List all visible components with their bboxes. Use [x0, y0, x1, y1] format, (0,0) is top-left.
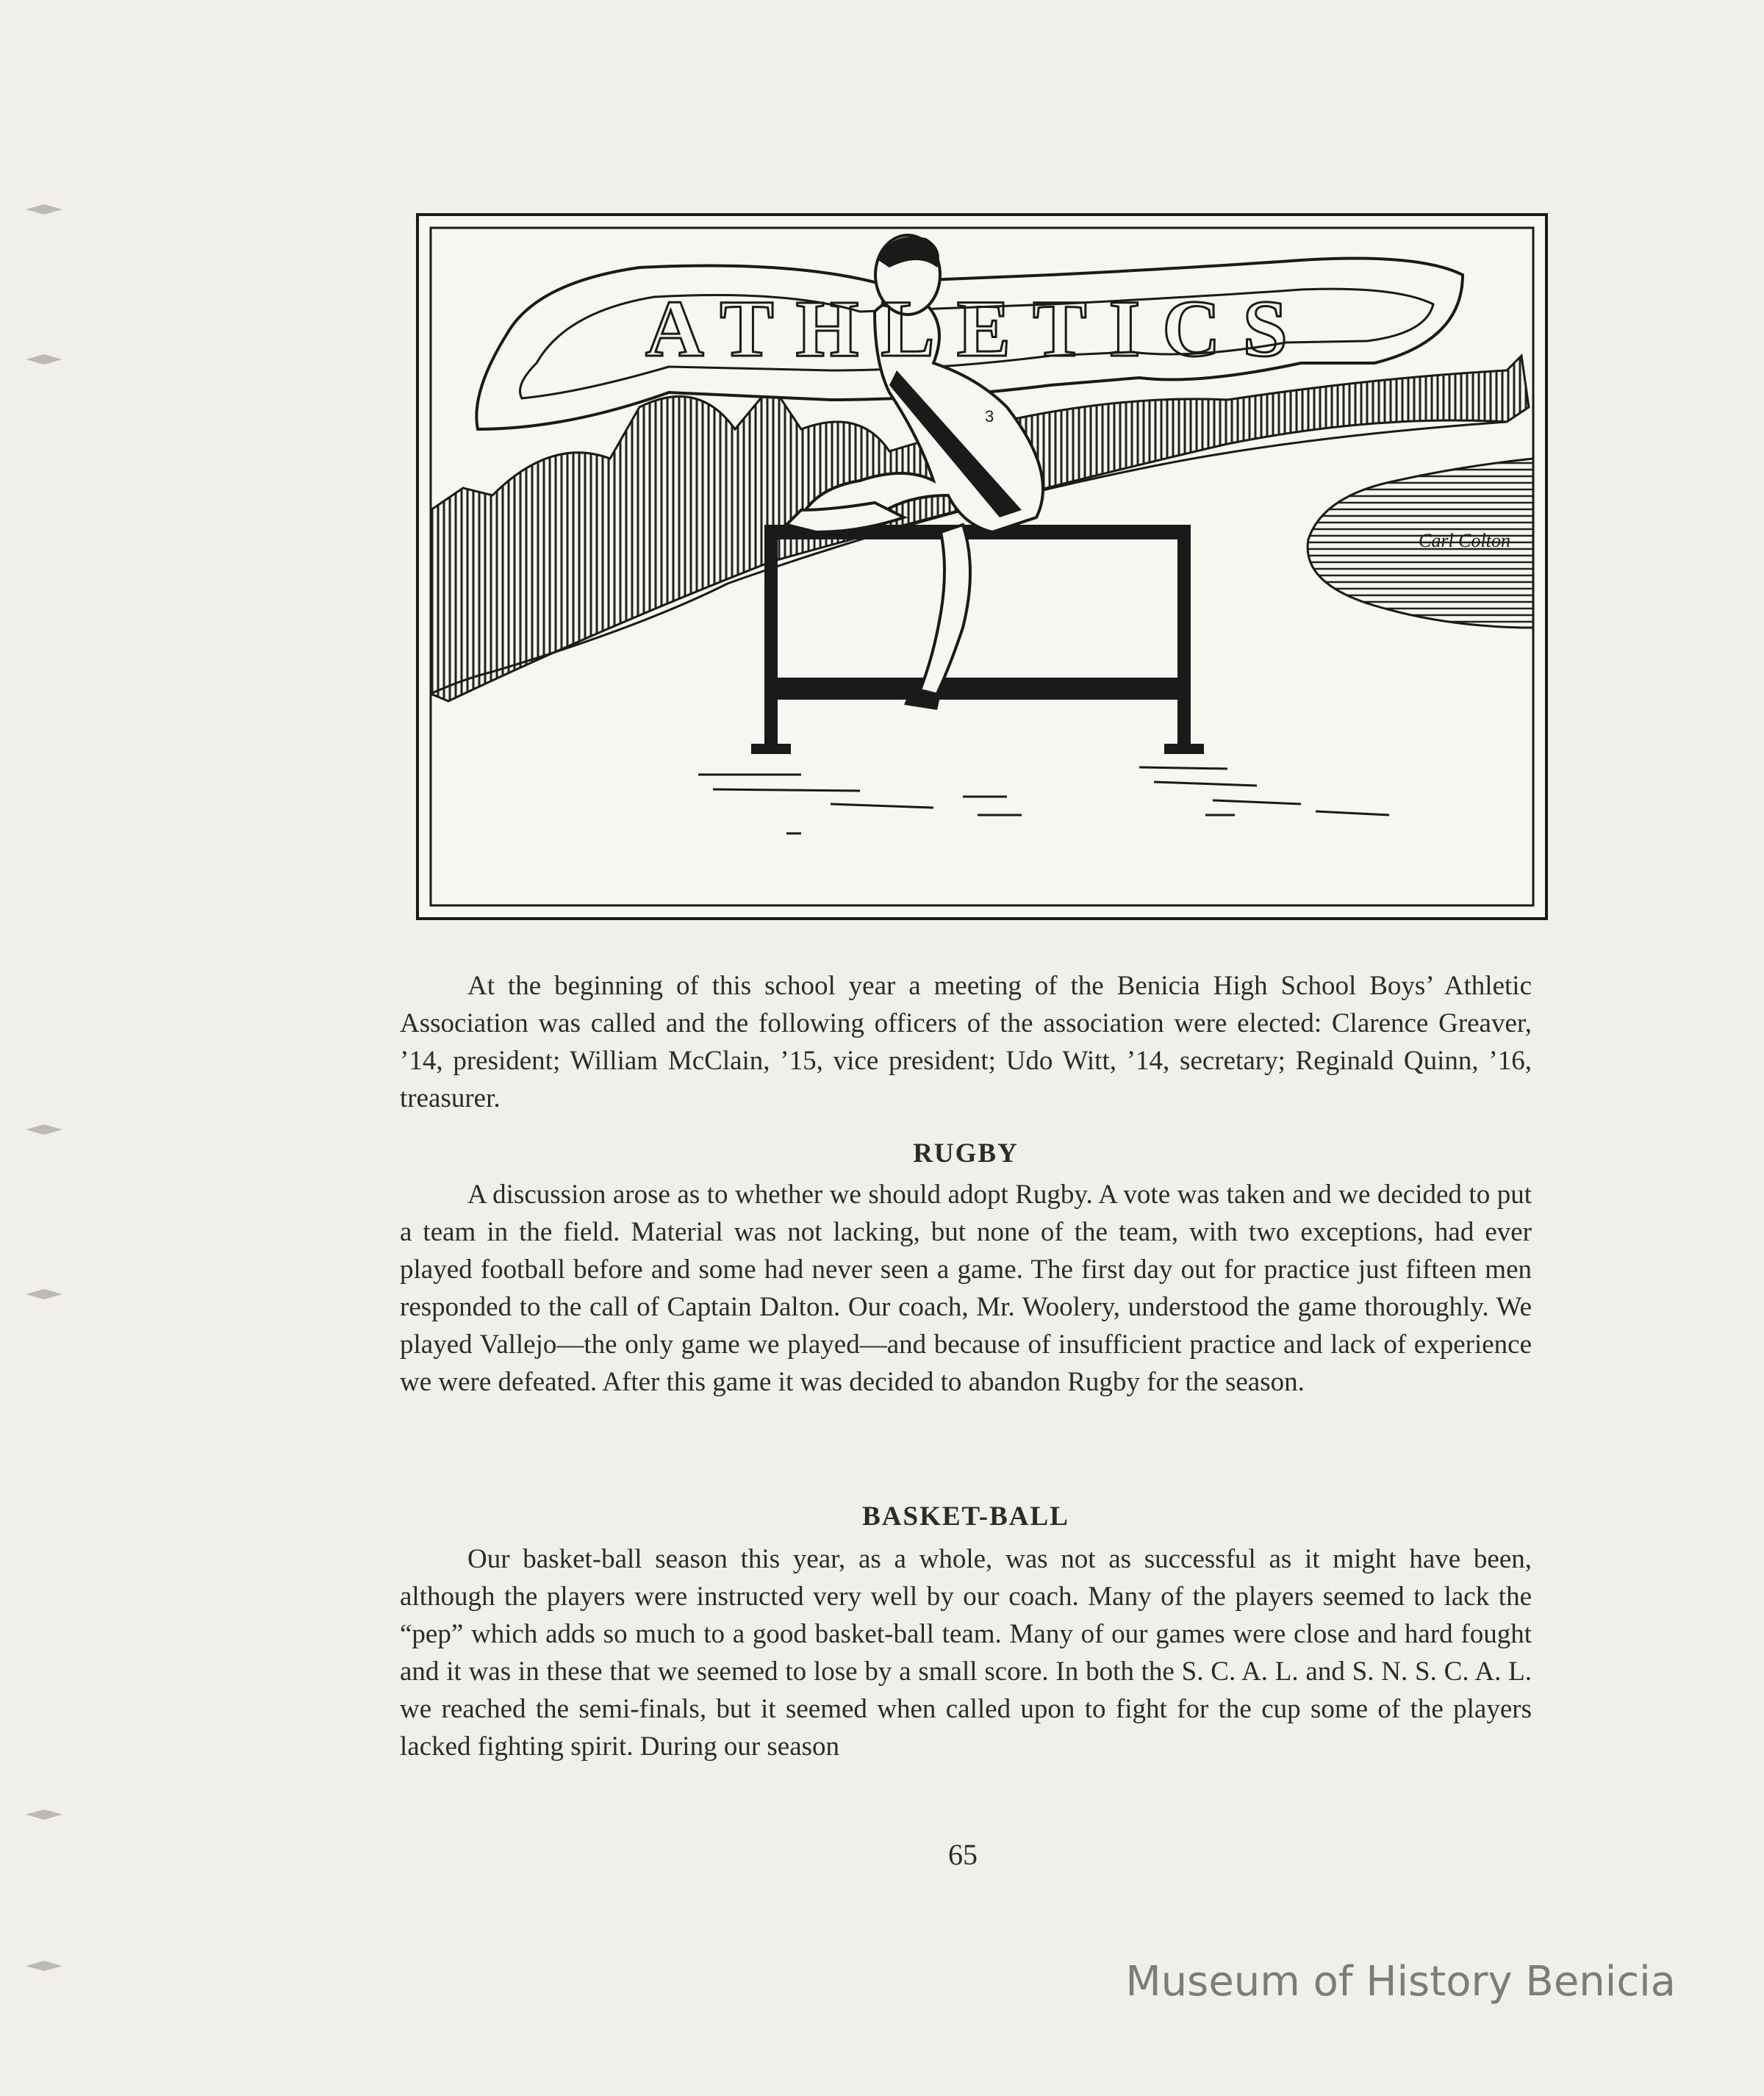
basketball-heading: BASKET-BALL — [862, 1501, 1069, 1532]
rugby-heading: RUGBY — [913, 1138, 1019, 1169]
artist-signature: Carl Colton — [1419, 530, 1510, 551]
athletics-title-lettering: ATHLETICS — [645, 284, 1310, 373]
intro-paragraph: At the beginning of this school year a meeting of the Benicia High School Boys’ Athletic Association was called and the following officers of the association were elected: Clarence Greaver, ’14, president; William McClain, ’15, vice president; Udo Witt, ’14, secretary; Reginald Quinn, ’16, treasurer. — [400, 971, 1532, 1113]
binding-hole-4 — [22, 1283, 66, 1305]
page-number: 65 — [948, 1838, 978, 1871]
hurdler-drawing — [419, 216, 1545, 917]
basketball-paragraph: Our basket-ball season this year, as a whole, was not as successful as it might have been, although the players were instructed very well by our coach. Many of the players seemed to lack the “pep” which adds so much to a good basket-ball team. Many of our games were close and hard fought and it was in these that we seemed to lose by a small score. In both the S. C. A. L. and S. N. S. C. A. L. we reached the semi-finals, but it seemed when called upon to fight for the cup some of the players lacked fighting spirit. During our season — [400, 1544, 1532, 1762]
museum-watermark: Museum of History Benicia — [1125, 1958, 1676, 2006]
binding-hole-2 — [22, 348, 66, 370]
binding-hole-3 — [22, 1119, 66, 1141]
binding-hole-1 — [22, 198, 66, 220]
binding-hole-6 — [22, 1955, 66, 1977]
athletics-illustration — [416, 213, 1548, 920]
jersey-number: 3 — [985, 407, 994, 426]
binding-hole-5 — [22, 1804, 66, 1826]
rugby-paragraph: A discussion arose as to whether we should adopt Rugby. A vote was taken and we decided to put a team in the field. Material was not lacking, but none of the team, with two exceptions, had ever played football before and some had never seen a game. The first day out for practice just fifteen men responded to the call of Captain Dalton. Our coach, Mr. Woolery, understood the game thoroughly. We played Vallejo—the only game we played—and because of insufficient practice and lack of experience we were defeated. After this game it was decided to abandon Rugby for the season. — [400, 1180, 1532, 1397]
